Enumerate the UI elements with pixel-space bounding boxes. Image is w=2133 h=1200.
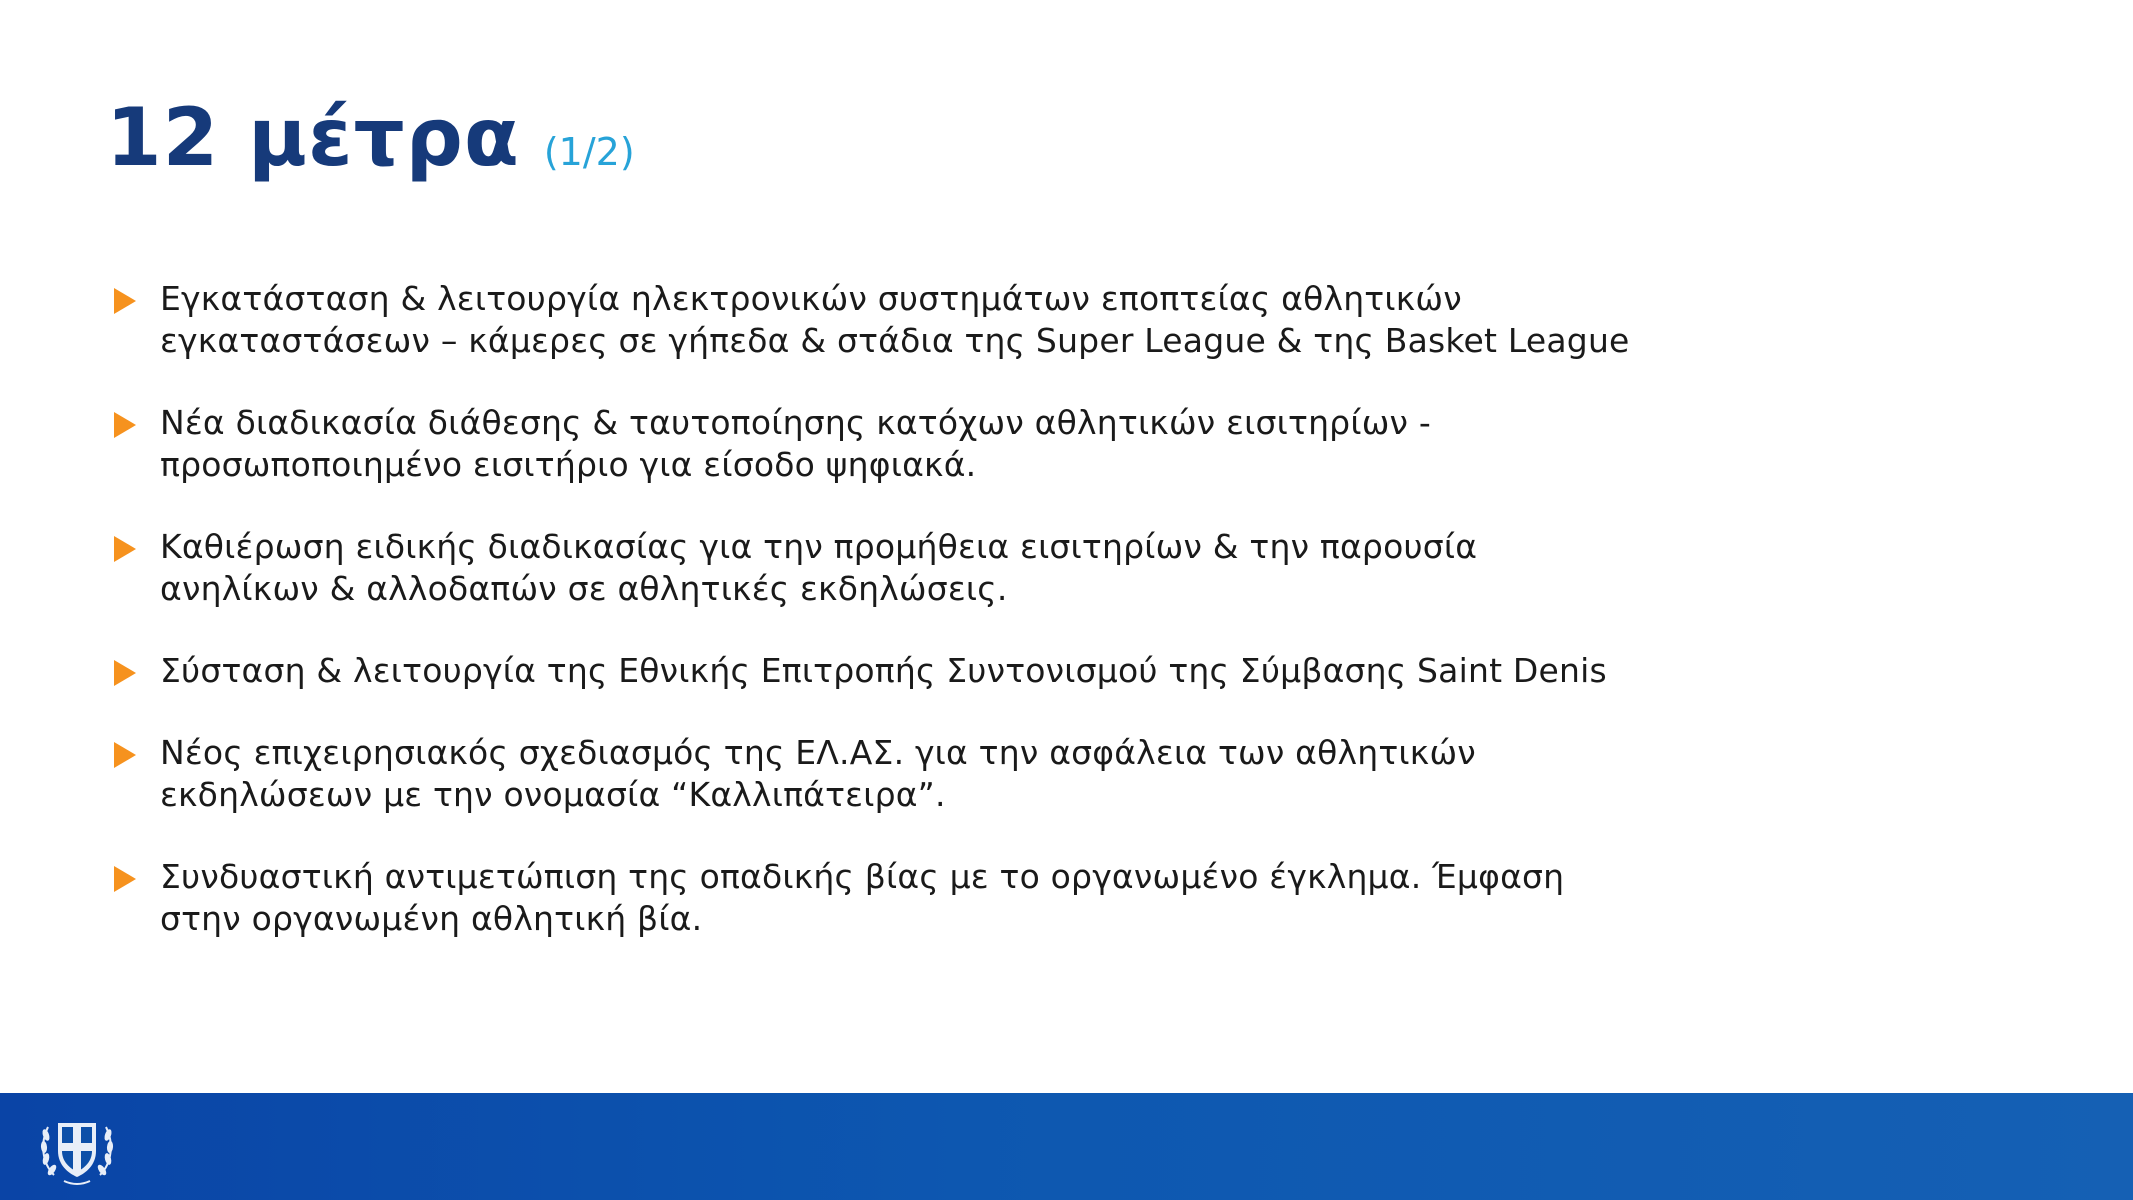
bullet-text — [160, 526, 1477, 610]
list-item — [114, 402, 1674, 486]
title-page-indicator: (1/2) — [543, 130, 635, 174]
hellenic-coat-of-arms-icon — [34, 1105, 120, 1191]
bullet-text — [160, 650, 1607, 692]
triangle-bullet-icon — [114, 412, 136, 438]
bullet-line: εγκαταστάσεων – κάμερες σε γήπεδα & στάδια της Super League & της Basket League — [160, 321, 1630, 360]
list-item — [114, 732, 1674, 816]
page-title — [106, 91, 635, 184]
triangle-bullet-icon — [114, 288, 136, 314]
bullet-line: Νέα διαδικασία διάθεσης & ταυτοποίησης κατόχων αθλητικών εισιτηρίων - — [160, 403, 1431, 442]
triangle-bullet-icon — [114, 660, 136, 686]
bullet-line: Εγκατάσταση & λειτουργία ηλεκτρονικών συστημάτων εποπτείας αθλητικών — [160, 279, 1462, 318]
bullet-line: προσωποποιημένο εισιτήριο για είσοδο ψηφιακά. — [160, 445, 977, 484]
bullet-list — [114, 278, 1674, 980]
bullet-text — [160, 402, 1431, 486]
list-item — [114, 856, 1674, 940]
bullet-line: Νέος επιχειρησιακός σχεδιασμός της ΕΛ.ΑΣ. για την ασφάλεια των αθλητικών — [160, 733, 1476, 772]
footer-band — [0, 1093, 2133, 1200]
triangle-bullet-icon — [114, 536, 136, 562]
bullet-text — [160, 856, 1564, 940]
bullet-line: Σύσταση & λειτουργία της Εθνικής Επιτροπής Συντονισμού της Σύμβασης Saint Denis — [160, 651, 1607, 690]
bullet-line: Συνδυαστική αντιμετώπιση της οπαδικής βίας με το οργανωμένο έγκλημα. Έμφαση — [160, 857, 1565, 896]
list-item — [114, 650, 1674, 692]
list-item — [114, 526, 1674, 610]
triangle-bullet-icon — [114, 742, 136, 768]
bullet-text — [160, 732, 1476, 816]
title-main: 12 μέτρα — [106, 91, 520, 184]
list-item — [114, 278, 1674, 362]
bullet-line: εκδηλώσεων με την ονομασία “Καλλιπάτειρα”. — [160, 775, 946, 814]
bullet-line: στην οργανωμένη αθλητική βία. — [160, 899, 703, 938]
triangle-bullet-icon — [114, 866, 136, 892]
bullet-line: Καθιέρωση ειδικής διαδικασίας για την προμήθεια εισιτηρίων & την παρουσία — [160, 527, 1478, 566]
bullet-text — [160, 278, 1630, 362]
bullet-line: ανηλίκων & αλλοδαπών σε αθλητικές εκδηλώσεις. — [160, 569, 1008, 608]
